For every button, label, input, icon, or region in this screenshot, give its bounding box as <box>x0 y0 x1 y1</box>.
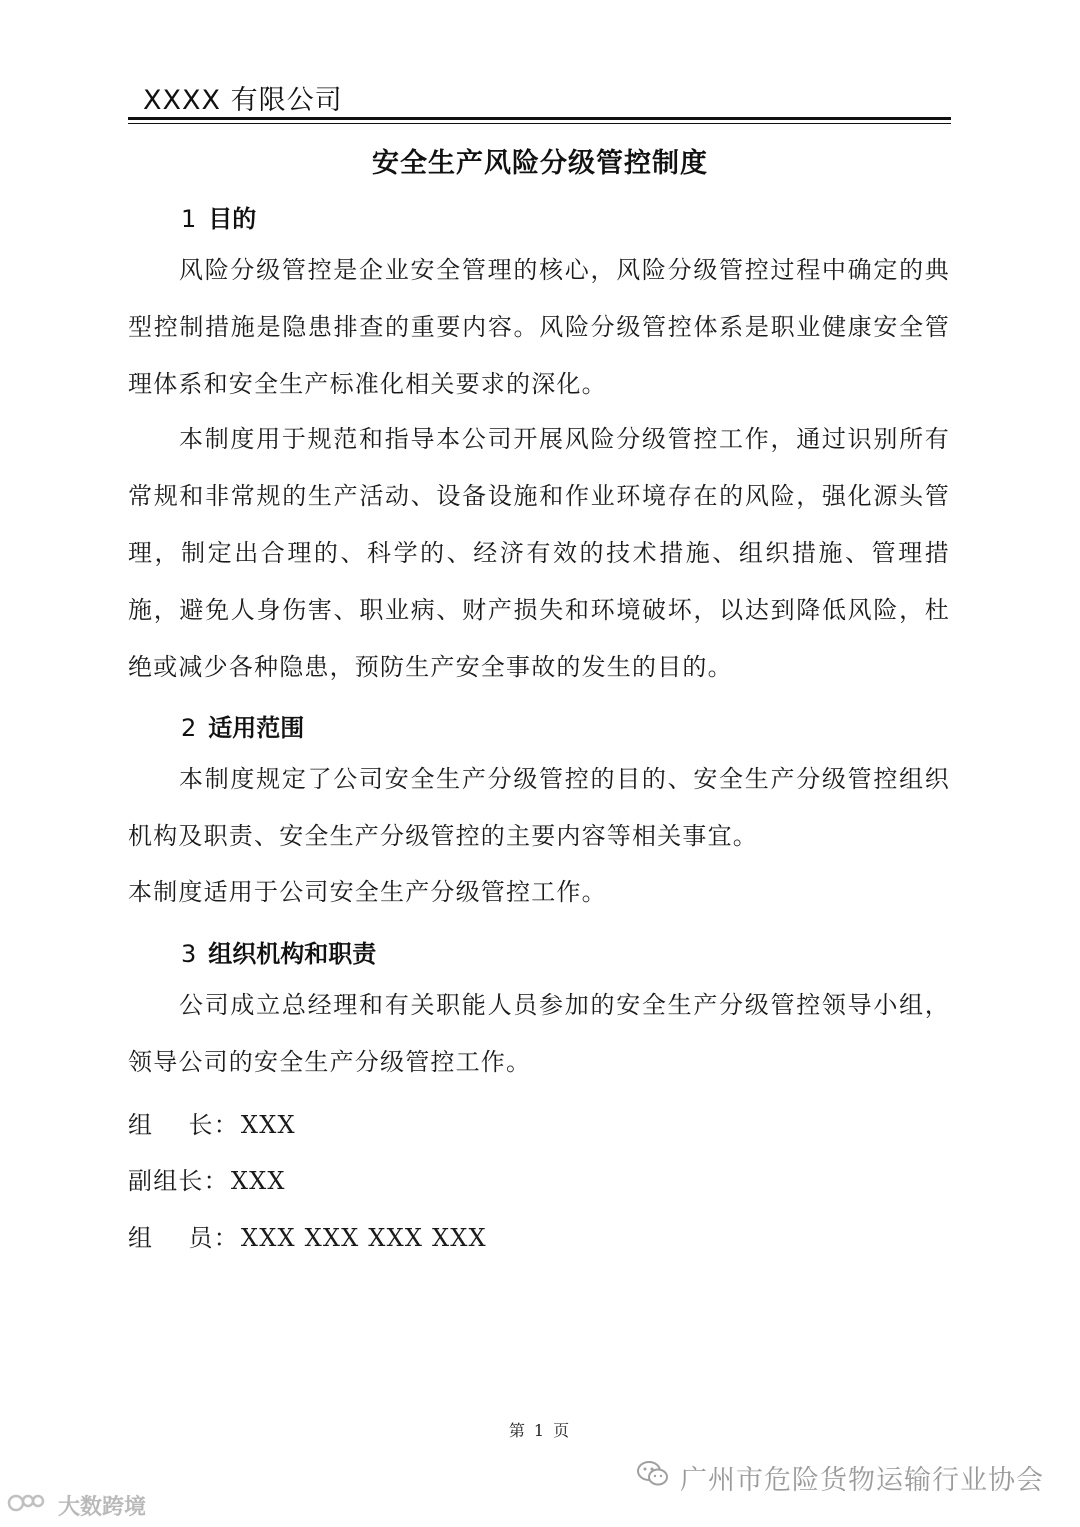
wechat-icon <box>636 1459 670 1496</box>
header-divider-thick <box>128 117 951 120</box>
document-title: 安全生产风险分级管控制度 <box>372 148 708 179</box>
paragraph: 公司成立总经理和有关职能人员参加的安全生产分级管控领导小组，领导公司的安全生产分级管控工作。 <box>128 991 950 1076</box>
section-number: 2 <box>181 714 197 742</box>
section-heading-2 <box>181 708 304 743</box>
brand-logo-icon <box>6 1491 54 1521</box>
member-row-leader <box>128 1105 296 1140</box>
watermark-text-left: 大数跨境 <box>58 1495 147 1520</box>
member-role: 副组长： <box>128 1167 229 1195</box>
watermark-left <box>6 1490 146 1521</box>
member-row-members <box>128 1218 487 1253</box>
member-role: 组 员： <box>128 1224 239 1252</box>
member-names: XXX <box>230 1167 286 1195</box>
section-heading-1 <box>181 199 256 234</box>
watermark-right <box>636 1458 1044 1497</box>
paragraph: 本制度用于规范和指导本公司开展风险分级管控工作，通过识别所有常规和非常规的生产活动、设备设施和作业环境存在的风险，强化源头管理，制定出合理的、科学的、经济有效的技术措施、组织措施、管理措施，避免人身伤害、职业病、财产损失和环境破坏，以达到降低风险，杜绝或减少各种隐患，预防生产安全事故的发生的目的。 <box>128 425 950 681</box>
paragraph: 本制度规定了公司安全生产分级管控的目的、安全生产分级管控组织机构及职责、安全生产分级管控的主要内容等相关事宜。 <box>128 765 950 850</box>
header-divider-thin <box>128 123 951 124</box>
company-name: XXXX 有限公司 <box>143 85 343 116</box>
member-row-deputy <box>128 1161 286 1196</box>
section-number: 1 <box>181 205 197 233</box>
section-number: 3 <box>181 940 197 968</box>
section-title: 目的 <box>208 205 257 233</box>
watermark-text-right: 广州市危险货物运输行业协会 <box>680 1465 1044 1496</box>
section-heading-3 <box>181 934 376 969</box>
section-title: 组织机构和职责 <box>208 940 377 968</box>
member-names: XXX XXX XXX XXX <box>240 1224 487 1252</box>
paragraph: 本制度适用于公司安全生产分级管控工作。 <box>128 878 607 906</box>
section-title: 适用范围 <box>208 714 305 742</box>
page-number: 第 1 页 <box>508 1421 572 1440</box>
member-role: 组 长： <box>128 1111 239 1139</box>
paragraph: 风险分级管控是企业安全管理的核心，风险分级管控过程中确定的典型控制措施是隐患排查的重要内容。风险分级管控体系是职业健康安全管理体系和安全生产标准化相关要求的深化。 <box>128 256 950 398</box>
member-names: XXX <box>240 1111 296 1139</box>
